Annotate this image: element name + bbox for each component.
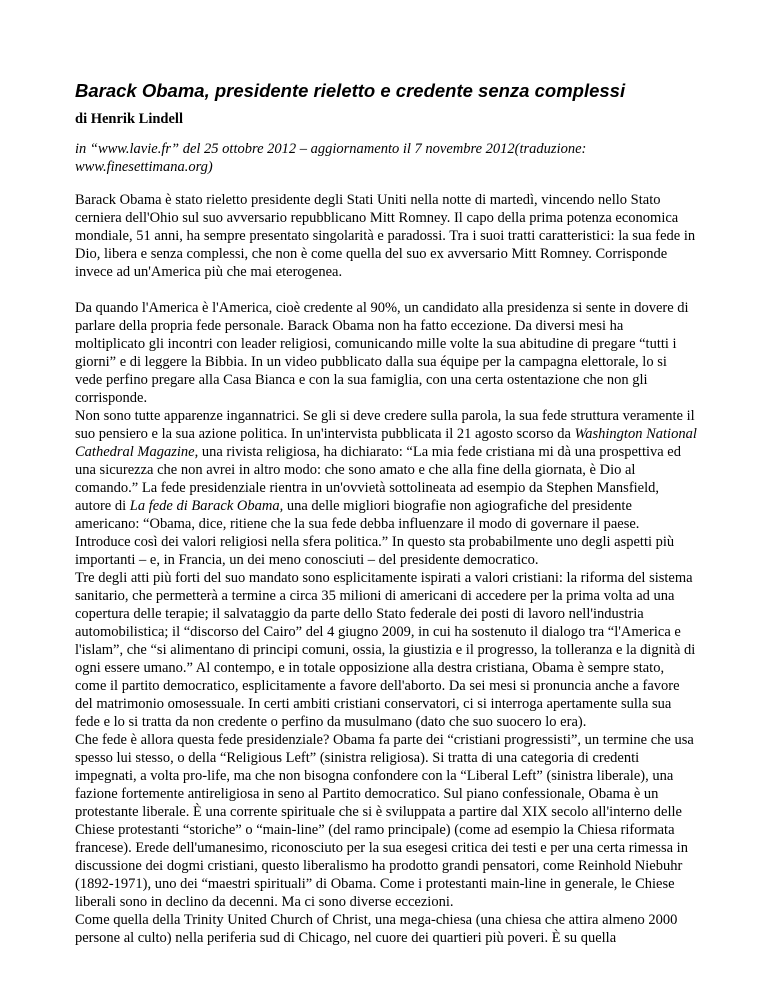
paragraph-3-text-a: Non sono tutte apparenze ingannatrici. Se gli si deve credere sulla parola, la sua fede struttura veramente il suo pensiero e la sua azione politica. In un'intervista pubblicata il 21 agosto scorso da — [75, 408, 695, 442]
paragraph-3-text-c: , una rivista religiosa, ha dichiarato: “La mia fede cristiana mi dà una prospettiva ed una sicurezza che non avrei in altro modo: che sono amato e che alla fine della giornata, è Dio al comando.” La fede presidenziale rientra in un'ovvietà sottolineata ad esempio da Stephen Mansfield, autore di — [75, 444, 681, 514]
article-title: Barack Obama, presidente rieletto e credente senza complessi — [75, 80, 626, 101]
article-source: in “www.lavie.fr” del 25 ottobre 2012 – aggiornamento il 7 novembre 2012(traduzione: www.finesettimana.org) — [75, 141, 587, 175]
paragraph-5: Che fede è allora questa fede presidenziale? Obama fa parte dei “cristiani progressisti”, un termine che usa spesso lui stesso, o della “Religious Left” (sinistra religiosa). Si tratta di una categoria di credenti impegnati, a volta pro-life, ma che non bisogna confondere con la “Liberal Left” (sinistra liberale), una fazione fortemente antireligiosa in seno al Partito democratico. Sul piano confessionale, Obama è un protestante liberale. È una corrente spirituale che si è sviluppata a partire dal XIX secolo all'interno delle Chiese protestanti “storiche” o “main-line” (del ramo principale) (come ad esempio la Chiesa riformata francese). Erede dell'umanesimo, riconosciuto per la sua esegesi critica dei testi e per una certa rimessa in discussione dei dogmi cristiani, questo liberalismo ha prodotto grandi pensatori, come Reinhold Niebuhr (1892-1971), uno dei “maestri spirituali” di Obama. Come i protestanti main-line in generale, le Chiese liberali sono in declino da decenni. Ma ci sono diverse eccezioni. — [75, 732, 694, 910]
paragraph-6: Come quella della Trinity United Church of Christ, una mega-chiesa (una chiesa che attira almeno 2000 persone al culto) nella periferia sud di Chicago, nel cuore dei quartieri più poveri. È su quella — [75, 912, 678, 946]
paragraph-2: Da quando l'America è l'America, cioè credente al 90%, un candidato alla presidenza si sente in dovere di parlare della propria fede personale. Barack Obama non ha fatto eccezione. Da diversi mesi ha moltiplicato gli incontri con leader religiosi, comunicando mille volte la sua abitudine di pregare “tutti i giorni” e di leggere la Bibbia. In un video pubblicato dalla sua équipe per la campagna elettorale, lo si vede perfino pregare alla Casa Bianca e con la sua famiglia, con una certa ostentazione che non gli corrisponde. — [75, 300, 689, 406]
article-author: di Henrik Lindell — [75, 111, 183, 127]
paragraph-3-text-e: una delle migliori biografie non agiografiche del presidente americano: “Obama, dice, ritiene che la sua fede debba influenzare il modo di governare il paese. Introduce così dei valori religiosi nella sfera politica.” In questo sta probabilmente uno degli aspetti più importanti – e, in Francia, un dei meno conosciuti – del presidente democratico. — [75, 498, 675, 568]
article-body — [75, 191, 697, 947]
paragraph-1: Barack Obama è stato rieletto presidente degli Stati Uniti nella notte di martedì, vincendo nello Stato cerniera dell'Ohio sul suo avversario repubblicano Mitt Romney. Il capo della prima potenza economica mondiale, 51 anni, ha sempre presentato singolarità e paradossi. Tra i suoi tratti caratteristici: la sua fede in Dio, libera e senza complessi, che non è come quella del suo ex avversario Mitt Romney. Corrisponde invece ad un'America più che mai eterogenea. — [75, 192, 696, 280]
paragraph-4: Tre degli atti più forti del suo mandato sono esplicitamente ispirati a valori cristiani: la riforma del sistema sanitario, che permetterà a termine a circa 35 milioni di americani di accedere per la prima volta ad una copertura delle terapie; il salvataggio da parte dello Stato federale dei posti di lavoro nell'industria automobilistica; il “discorso del Cairo” del 4 giugno 2009, in cui ha sostenuto il dialogo tra “l'America e l'islam”, che “si alimentano di principi comuni, ossia, la giustizia e il progresso, la tolleranza e la dignità di ogni essere umano.” Al contempo, e in totale opposizione alla destra cristiana, Obama è sempre stato, come il partito democratico, esplicitamente a favore dell'aborto. Da sei mesi si pronuncia anche a favore del matrimonio omosessuale. In certi ambiti cristiani conservatori, ci si interroga apertamente sulla sua fede e lo si tratta da non credente o perfino da musulmano (dato che suo suocero lo era). — [75, 570, 696, 730]
book-title: La fede di Barack Obama, — [129, 498, 284, 514]
paragraph-3 — [75, 407, 697, 569]
magazine-title: Washington National Cathedral Magazine — [75, 426, 697, 460]
